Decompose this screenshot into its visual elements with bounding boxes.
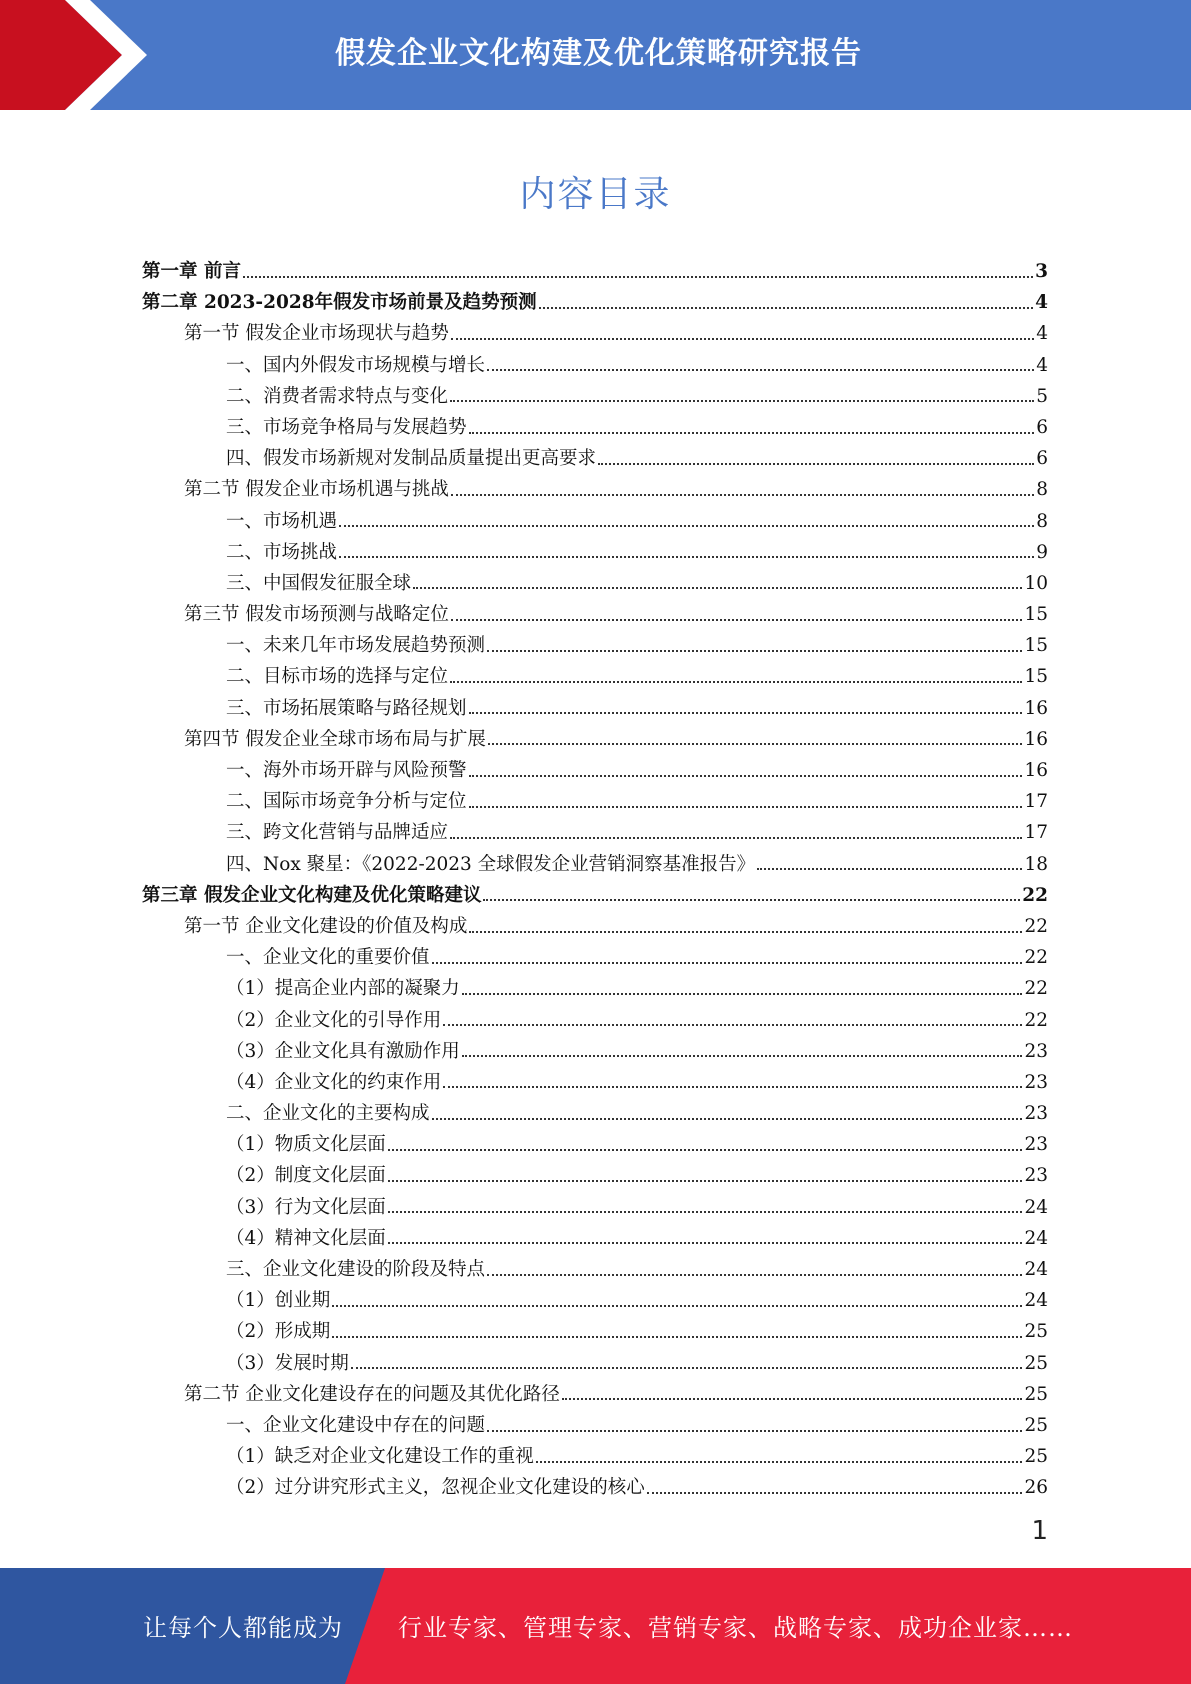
toc-entry[interactable]	[142, 1098, 1048, 1129]
toc-leader-dots	[598, 463, 1034, 465]
toc-entry-title: （1）提高企业内部的凝聚力	[226, 978, 460, 1000]
toc-entry-title: （3）发展时期	[226, 1352, 349, 1374]
toc-leader-dots	[339, 556, 1034, 558]
toc-entry-title: （2）形成期	[226, 1321, 331, 1343]
toc-leader-dots	[413, 587, 1022, 589]
toc-entry-title: 第一章 前言	[142, 261, 241, 282]
toc-entry-page: 16	[1024, 697, 1048, 719]
toc-entry-title: 二、企业文化的主要构成	[226, 1103, 430, 1125]
toc-entry[interactable]	[142, 412, 1048, 443]
toc-entry-page: 23	[1024, 1134, 1048, 1156]
toc-entry-title: 第三章 假发企业文化构建及优化策略建议	[142, 884, 482, 906]
toc-entry-page: 4	[1035, 292, 1048, 314]
toc-leader-dots	[432, 962, 1023, 964]
toc-entry-title: 三、中国假发征服全球	[226, 572, 412, 594]
toc-entry-page: 22	[1024, 915, 1048, 937]
toc-leader-dots	[647, 1492, 1023, 1494]
toc-entry[interactable]	[142, 1285, 1048, 1316]
toc-entry[interactable]	[142, 381, 1048, 412]
toc-entry[interactable]	[142, 318, 1048, 349]
toc-leader-dots	[388, 1211, 1023, 1213]
toc-entry[interactable]	[142, 973, 1048, 1004]
toc-entry-page: 16	[1024, 728, 1048, 750]
toc-entry[interactable]	[142, 1472, 1048, 1503]
toc-entry[interactable]	[142, 1067, 1048, 1098]
toc-entry-page: 24	[1024, 1290, 1048, 1312]
toc-entry-page: 17	[1024, 791, 1048, 813]
toc-entry-page: 25	[1024, 1414, 1048, 1436]
page-number: 1	[1031, 1516, 1048, 1546]
table-of-contents	[142, 256, 1048, 1504]
toc-entry-page: 24	[1024, 1227, 1048, 1249]
toc-leader-dots	[462, 1055, 1023, 1057]
toc-leader-dots	[487, 369, 1034, 371]
toc-entry-page: 23	[1024, 1103, 1048, 1125]
toc-entry-title: 一、国内外假发市场规模与增长	[226, 354, 486, 376]
toc-entry-title: 一、海外市场开辟与风险预警	[226, 760, 467, 781]
toc-entry-page: 10	[1024, 572, 1048, 594]
toc-entry-page: 26	[1024, 1477, 1048, 1499]
toc-leader-dots	[332, 1305, 1022, 1307]
toc-entry[interactable]	[142, 1254, 1048, 1285]
toc-entry-title: 四、假发市场新规对发制品质量提出更高要求	[226, 448, 597, 470]
toc-leader-dots	[469, 432, 1035, 434]
toc-entry-title: 一、市场机遇	[226, 510, 338, 532]
toc-entry-page: 25	[1024, 1383, 1048, 1405]
toc-leader-dots	[469, 806, 1023, 808]
toc-entry[interactable]	[142, 1410, 1048, 1441]
toc-entry-title: （1）缺乏对企业文化建设工作的重视	[226, 1446, 534, 1468]
toc-leader-dots	[536, 1461, 1023, 1463]
toc-entry[interactable]	[142, 568, 1048, 599]
toc-entry-page: 25	[1024, 1321, 1048, 1343]
page-footer	[0, 1568, 1191, 1684]
toc-entry-title: 第二节 企业文化建设存在的问题及其优化路径	[184, 1383, 560, 1405]
toc-entry[interactable]	[142, 661, 1048, 692]
toc-entry-title: 二、消费者需求特点与变化	[226, 385, 449, 407]
toc-entry-page: 23	[1024, 1040, 1048, 1062]
report-title: 假发企业文化构建及优化策略研究报告	[335, 36, 862, 71]
toc-entry-title: 三、跨文化营销与品牌适应	[226, 822, 449, 844]
toc-entry[interactable]	[142, 1192, 1048, 1223]
toc-entry-title: 三、企业文化建设的阶段及特点	[226, 1259, 486, 1280]
toc-entry[interactable]	[142, 693, 1048, 724]
toc-entry-page: 3	[1035, 261, 1048, 282]
toc-entry-title: 第四节 假发企业全球市场布局与扩展	[184, 728, 486, 750]
toc-entry-page: 6	[1036, 448, 1048, 470]
toc-entry[interactable]	[142, 1441, 1048, 1472]
toc-entry[interactable]	[142, 942, 1048, 973]
toc-leader-dots	[451, 494, 1034, 496]
toc-entry-title: （1）创业期	[226, 1290, 331, 1312]
toc-entry-page: 23	[1024, 1165, 1048, 1187]
toc-entry-page: 22	[1022, 884, 1048, 906]
toc-entry[interactable]	[142, 350, 1048, 381]
toc-leader-dots	[443, 1086, 1022, 1088]
toc-entry[interactable]	[142, 287, 1048, 318]
toc-entry[interactable]	[142, 724, 1048, 755]
toc-entry-title: （2）制度文化层面	[226, 1165, 386, 1187]
toc-entry-title: 三、市场拓展策略与路径规划	[226, 697, 467, 719]
toc-leader-dots	[757, 868, 1022, 870]
toc-leader-dots	[539, 307, 1034, 309]
toc-entry-title: 三、市场竞争格局与发展趋势	[226, 416, 467, 438]
toc-entry-page: 15	[1024, 604, 1048, 626]
toc-leader-dots	[469, 712, 1023, 714]
toc-entry-title: 第一节 企业文化建设的价值及构成	[184, 915, 468, 937]
toc-entry-title: （2）企业文化的引导作用	[226, 1009, 442, 1031]
toc-leader-dots	[451, 619, 1023, 621]
toc-entry[interactable]	[142, 755, 1048, 786]
toc-entry[interactable]	[142, 1005, 1048, 1036]
toc-entry-title: 一、未来几年市场发展趋势预测	[226, 635, 486, 657]
toc-entry-title: （4）精神文化层面	[226, 1227, 386, 1249]
toc-entry[interactable]	[142, 911, 1048, 942]
toc-leader-dots	[432, 1118, 1023, 1120]
toc-entry[interactable]	[142, 849, 1048, 880]
toc-entry-page: 15	[1024, 635, 1048, 657]
toc-entry[interactable]	[142, 1379, 1048, 1410]
toc-entry[interactable]	[142, 537, 1048, 568]
toc-entry[interactable]	[142, 1348, 1048, 1379]
toc-entry-page: 22	[1024, 978, 1048, 1000]
toc-entry[interactable]	[142, 443, 1048, 474]
toc-entry-page: 8	[1036, 510, 1048, 532]
toc-entry-page: 22	[1024, 1009, 1048, 1031]
toc-entry[interactable]	[142, 1223, 1048, 1254]
toc-entry-title: （3）行为文化层面	[226, 1196, 386, 1218]
toc-entry-title: （3）企业文化具有激励作用	[226, 1040, 460, 1062]
footer-slogan-right: 行业专家、管理专家、营销专家、战略专家、成功企业家……	[398, 1614, 1073, 1642]
toc-leader-dots	[469, 931, 1022, 933]
toc-entry-page: 8	[1036, 479, 1048, 501]
toc-entry[interactable]	[142, 1160, 1048, 1191]
toc-entry-page: 23	[1024, 1071, 1048, 1093]
toc-entry-title: 第二章 2023-2028年假发市场前景及趋势预测	[142, 292, 537, 314]
toc-leader-dots	[487, 650, 1022, 652]
toc-entry-page: 18	[1024, 853, 1048, 875]
toc-leader-dots	[388, 1242, 1023, 1244]
toc-leader-dots	[451, 338, 1034, 340]
toc-leader-dots	[450, 837, 1022, 839]
toc-entry-page: 24	[1024, 1259, 1048, 1280]
toc-leader-dots	[450, 681, 1022, 683]
toc-leader-dots	[388, 1180, 1023, 1182]
toc-entry-title: 二、市场挑战	[226, 541, 338, 563]
toc-entry-title: （4）企业文化的约束作用	[226, 1071, 442, 1093]
toc-leader-dots	[339, 525, 1034, 527]
toc-leader-dots	[351, 1367, 1023, 1369]
toc-entry[interactable]	[142, 256, 1048, 287]
toc-entry-page: 9	[1036, 541, 1048, 563]
toc-entry-title: 第三节 假发市场预测与战略定位	[184, 604, 449, 626]
toc-entry-page: 22	[1024, 947, 1048, 969]
toc-entry[interactable]	[142, 506, 1048, 537]
toc-leader-dots	[443, 1024, 1022, 1026]
toc-entry-page: 4	[1036, 323, 1048, 345]
toc-entry-page: 16	[1024, 760, 1048, 781]
toc-entry-page: 17	[1024, 822, 1048, 844]
toc-entry-title: 二、国际市场竞争分析与定位	[226, 791, 467, 813]
toc-entry-title: （1）物质文化层面	[226, 1134, 386, 1156]
toc-leader-dots	[462, 993, 1023, 995]
toc-entry-page: 25	[1024, 1446, 1048, 1468]
footer-slogan-left: 让每个人都能成为	[143, 1614, 343, 1642]
toc-heading: 内容目录	[519, 174, 672, 215]
toc-leader-dots	[450, 400, 1034, 402]
toc-entry-page: 4	[1036, 354, 1048, 376]
toc-entry[interactable]	[142, 474, 1048, 505]
toc-entry-title: 四、Nox 聚星：《2022-2023 全球假发企业营销洞察基准报告》	[226, 853, 756, 875]
toc-entry[interactable]	[142, 630, 1048, 661]
toc-entry[interactable]	[142, 1129, 1048, 1160]
toc-leader-dots	[388, 1149, 1023, 1151]
toc-leader-dots	[487, 1274, 1022, 1276]
toc-leader-dots	[469, 775, 1023, 777]
toc-entry-title: 第一节 假发企业市场现状与趋势	[184, 323, 449, 345]
toc-entry-title: （2）过分讲究形式主义，忽视企业文化建设的核心	[226, 1477, 645, 1499]
toc-entry[interactable]	[142, 817, 1048, 848]
toc-leader-dots	[332, 1336, 1022, 1338]
toc-leader-dots	[562, 1398, 1023, 1400]
toc-entry[interactable]	[142, 880, 1048, 911]
toc-entry-title: 第二节 假发企业市场机遇与挑战	[184, 479, 449, 501]
toc-entry[interactable]	[142, 599, 1048, 630]
toc-leader-dots	[483, 899, 1020, 901]
page-header	[0, 0, 1191, 110]
toc-entry-page: 24	[1024, 1196, 1048, 1218]
toc-entry[interactable]	[142, 1036, 1048, 1067]
toc-entry-title: 一、企业文化建设中存在的问题	[226, 1414, 486, 1436]
toc-entry[interactable]	[142, 786, 1048, 817]
toc-entry-page: 6	[1036, 416, 1048, 438]
toc-entry-page: 15	[1024, 666, 1048, 688]
toc-leader-dots	[487, 1430, 1022, 1432]
toc-entry[interactable]	[142, 1316, 1048, 1347]
toc-entry-page: 25	[1024, 1352, 1048, 1374]
toc-leader-dots	[243, 276, 1033, 278]
toc-leader-dots	[488, 743, 1023, 745]
toc-entry-title: 一、企业文化的重要价值	[226, 947, 430, 969]
toc-entry-title: 二、目标市场的选择与定位	[226, 666, 449, 688]
toc-entry-page: 5	[1036, 385, 1048, 407]
